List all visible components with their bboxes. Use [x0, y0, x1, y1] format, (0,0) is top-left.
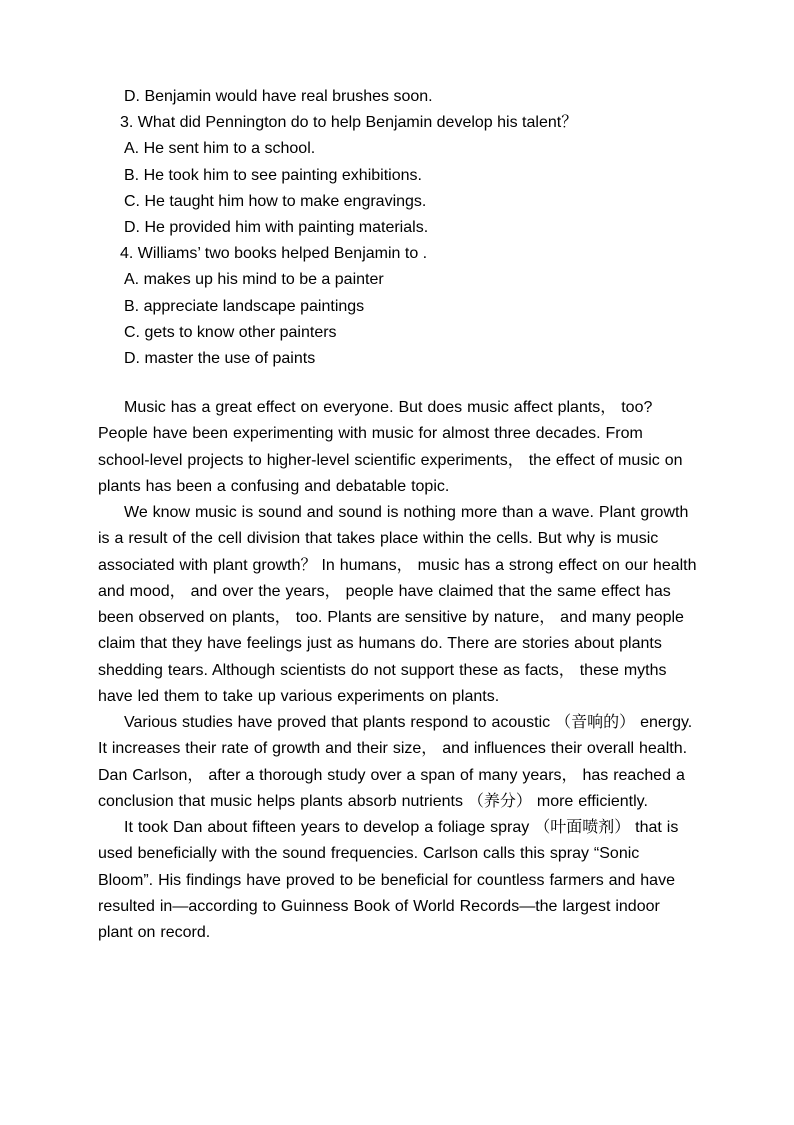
- passage-paragraph: Music has a great effect on everyone. But does music affect plants， too? People have been experimenting with music for almost three decades. From school-level projects to higher-level scientific experiments， the effect of music on plants has been a confusing and debatable topic.: [98, 399, 683, 495]
- question-list: [120, 84, 724, 372]
- question-option: A. He sent him to a school.: [124, 140, 316, 158]
- passage-paragraph: We know music is sound and sound is nothing more than a wave. Plant growth is a result of the cell division that takes place within the cells. But why is music associated with plant growth？ In humans， music has a strong effect on our health and mood， and over the years， people have claimed that the same effect has been observed on plants， too. Plants are sensitive by nature， and many people claim that they have feelings just as humans do. There are stories about plants shedding tears. Although scientists do not support these as facts， these myths have led them to take up various experiments on plants.: [98, 504, 697, 705]
- question-option: A. makes up his mind to be a painter: [124, 271, 384, 289]
- question-option: D. He provided him with painting materials.: [124, 218, 429, 236]
- question-option: D. master the use of paints: [124, 349, 316, 367]
- reading-passage: [98, 395, 698, 946]
- question-option: C. gets to know other painters: [124, 323, 337, 341]
- passage-paragraph: Various studies have proved that plants respond to acoustic （音响的） energy. It increases their rate of growth and their size， and influences their overall health. Dan Carlson， after a thorough study over a span of many years， has reached a conclusion that music helps plants absorb nutrients （养分） more efficiently.: [98, 714, 693, 810]
- question-option: B. He took him to see painting exhibitions.: [124, 166, 422, 184]
- question-option: D. Benjamin would have real brushes soon.: [124, 88, 433, 105]
- question-stem: 4. Williams’ two books helped Benjamin to .: [120, 245, 428, 263]
- question-option: C. He taught him how to make engravings.: [124, 192, 427, 210]
- passage-paragraph: It took Dan about fifteen years to develop a foliage spray （叶面喷剂） that is used beneficially with the sound frequencies. Carlson calls this spray “Sonic Bloom”. His findings have proved to be beneficial for countless farmers and have resulted in—according to Guinness Book of World Records—the largest indoor plant on record.: [98, 819, 679, 941]
- question-stem: 3. What did Pennington do to help Benjamin develop his talent？: [120, 114, 578, 132]
- question-option: B. appreciate landscape paintings: [124, 297, 365, 315]
